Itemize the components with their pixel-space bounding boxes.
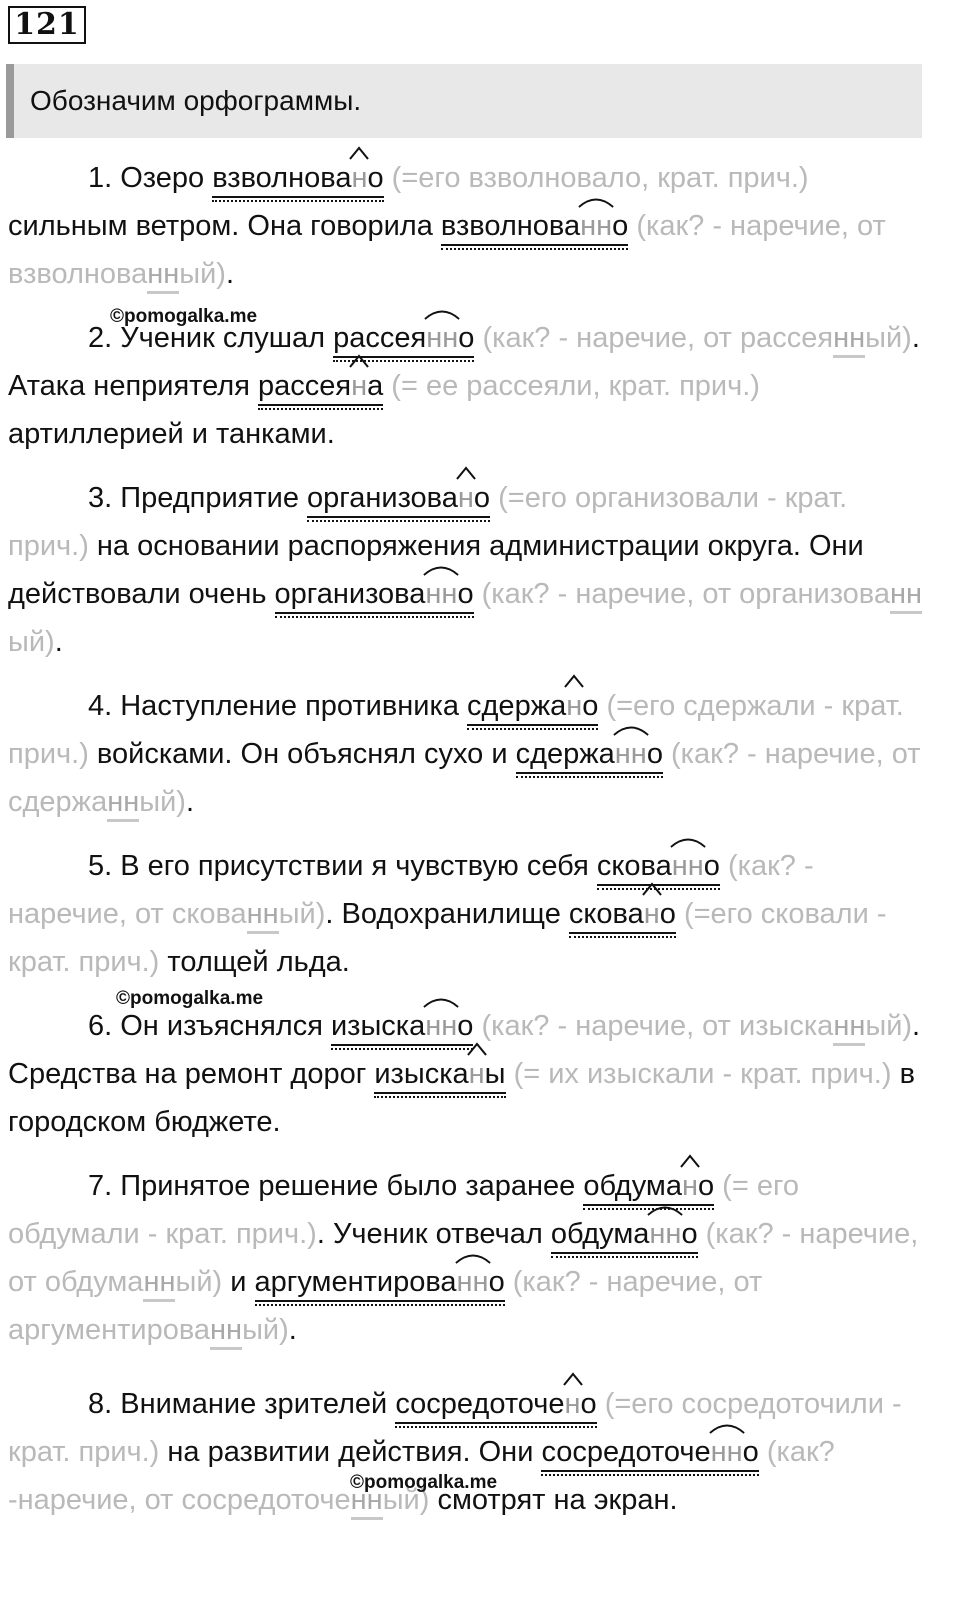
text-fragment: .: [54, 626, 63, 658]
highlighted-word: [569, 896, 676, 934]
text-fragment: ый): [242, 1314, 289, 1346]
text-fragment: [711, 1434, 743, 1470]
text-fragment: нн: [833, 321, 865, 358]
watermark: ©pomogalka.me: [110, 306, 258, 327]
text-fragment: ый): [175, 1266, 223, 1298]
suffix-arc-icon: [467, 1042, 487, 1056]
text-fragment: н: [643, 898, 660, 930]
text-fragment: о: [703, 850, 720, 882]
text-fragment: (= его обдумали - крат. прич.): [8, 1170, 800, 1250]
text-fragment: [351, 160, 367, 196]
text-fragment: н: [457, 482, 474, 514]
text-fragment: нн: [580, 210, 613, 242]
text-fragment: н: [564, 1388, 581, 1420]
suffix-arc-icon: [423, 562, 459, 576]
text-fragment: [458, 480, 474, 516]
highlighted-word: [255, 1264, 505, 1302]
text-fragment: 1. Озеро: [88, 162, 213, 194]
text-fragment: (=его взволновало, крат. прич.): [383, 162, 809, 194]
text-fragment: . Средства на ремонт дорог: [8, 1010, 921, 1090]
sentence-1: [8, 154, 928, 298]
highlighted-word: [212, 160, 383, 198]
text-fragment: (как? - наречие, от взволнова: [8, 210, 886, 290]
suffix-arc-icon: [349, 146, 369, 160]
text-fragment: 2. Ученик слушал: [88, 322, 334, 354]
text-fragment: нн: [425, 1010, 458, 1042]
sentence-3: [8, 474, 928, 666]
text-fragment: . Ученик отвечал: [316, 1218, 551, 1250]
suffix-arc-icon: [456, 466, 476, 480]
suffix-arc-icon: [455, 1250, 491, 1264]
text-fragment: [425, 1008, 457, 1044]
text-fragment: (= ее рассеяли, крат. прич.): [383, 370, 760, 402]
text-fragment: (= их изыскали - крат. прич.): [505, 1058, 892, 1090]
text-fragment: скова: [568, 898, 644, 930]
suffix-arc-icon: [680, 1154, 700, 1168]
text-fragment: о: [697, 1170, 715, 1202]
text-fragment: о: [457, 578, 474, 610]
text-fragment: взволнова: [440, 210, 581, 242]
text-fragment: [469, 1056, 485, 1092]
text-fragment: войсками. Он объяснял сухо и: [88, 738, 516, 770]
text-fragment: рассея: [333, 322, 427, 354]
text-fragment: [566, 688, 582, 724]
suffix-arc-icon: [647, 1202, 683, 1216]
text-fragment: нн: [833, 1009, 865, 1046]
text-fragment: [351, 368, 367, 404]
text-fragment: н: [468, 1058, 485, 1090]
text-fragment: 3. Предприятие: [88, 482, 308, 514]
highlighted-word: [467, 688, 598, 726]
text-fragment: . Водохранилище: [325, 898, 569, 930]
sentence-7: [8, 1162, 928, 1354]
text-fragment: (как? -наречие, от сосредоточе: [8, 1436, 835, 1516]
suffix-arc-icon: [349, 354, 369, 368]
text-fragment: организова: [274, 578, 426, 610]
text-fragment: нн: [890, 577, 922, 614]
text-fragment: нн: [210, 1313, 242, 1350]
text-fragment: о: [580, 1388, 597, 1420]
task-number: 121: [8, 6, 86, 44]
text-fragment: [565, 1386, 581, 1422]
text-fragment: (=его сковали - крат. прич.): [8, 898, 887, 978]
text-fragment: [644, 896, 660, 932]
text-fragment: сдержа: [515, 738, 615, 770]
text-fragment: смотрят на экран.: [429, 1484, 678, 1516]
suffix-arc-icon: [424, 306, 460, 320]
text-fragment: ый): [179, 258, 226, 290]
text-fragment: нн: [351, 1483, 383, 1520]
text-fragment: (как? - наречие, от обдума: [8, 1218, 919, 1298]
text-fragment: 7. Принятое решение было заранее: [88, 1170, 584, 1202]
text-fragment: 8. Внимание зрителей: [88, 1388, 396, 1420]
text-fragment: на основании распоряжения администрации округа. Они действовали очень: [8, 530, 864, 610]
text-fragment: о: [612, 210, 629, 242]
highlighted-word: [597, 848, 720, 886]
text-fragment: о: [646, 738, 663, 770]
text-fragment: ый): [8, 626, 55, 658]
text-fragment: [425, 576, 457, 612]
suffix-arc-icon: [564, 674, 584, 688]
highlighted-word: [583, 1168, 714, 1206]
text-fragment: (=его сдержали - крат. прич.): [8, 690, 904, 770]
text-fragment: изыска: [330, 1010, 426, 1042]
text-fragment: скова: [596, 850, 672, 882]
text-fragment: (как? - наречие, от рассея: [474, 322, 834, 354]
text-fragment: н: [351, 162, 368, 194]
text-fragment: изыска: [374, 1058, 469, 1090]
text-fragment: о: [488, 1266, 505, 1298]
text-fragment: и: [222, 1266, 255, 1298]
text-fragment: толщей льда.: [159, 946, 350, 978]
text-fragment: о: [742, 1436, 759, 1468]
highlighted-word: [333, 320, 474, 358]
text-fragment: (как? - наречие, от аргументирова: [8, 1266, 763, 1346]
suffix-arc-icon: [563, 1372, 583, 1386]
text-fragment: о: [458, 322, 475, 354]
sentence-6: [8, 1002, 928, 1146]
text-fragment: (как? - наречие, от организова: [473, 578, 890, 610]
text-fragment: сильным ветром. Она говорила: [8, 210, 441, 242]
highlighted-word: [441, 208, 628, 246]
suffix-arc-icon: [670, 834, 706, 848]
text-fragment: артиллерией и танками.: [8, 418, 335, 450]
highlighted-word: [395, 1386, 596, 1424]
text-fragment: [474, 322, 911, 354]
suffix-arc-icon: [423, 994, 459, 1008]
suffix-arc-icon: [709, 1420, 745, 1434]
highlighted-word: [551, 1216, 698, 1254]
text-fragment: организова: [307, 482, 458, 514]
text-fragment: обдума: [583, 1170, 682, 1202]
watermark: ©pomogalka.me: [116, 988, 264, 1009]
highlighted-word: [275, 576, 474, 614]
text-fragment: о: [659, 898, 676, 930]
text-fragment: нн: [710, 1436, 743, 1468]
text-fragment: [672, 848, 704, 884]
text-fragment: 5. В его присутствии я чувствую себя: [88, 850, 597, 882]
highlighted-word: [541, 1434, 758, 1472]
text-fragment: ый): [382, 1484, 430, 1516]
text-fragment: нн: [107, 785, 139, 822]
text-fragment: н: [566, 690, 583, 722]
text-fragment: о: [473, 482, 491, 514]
text-fragment: нн: [649, 1218, 682, 1250]
text-fragment: о: [681, 1218, 698, 1250]
text-fragment: 6. Он изъяснялся: [88, 1010, 331, 1042]
text-fragment: аргументирова: [254, 1266, 457, 1298]
text-fragment: нн: [247, 897, 279, 934]
text-fragment: н: [681, 1170, 698, 1202]
text-fragment: в городском бюджете.: [8, 1058, 915, 1138]
text-fragment: . Атака неприятеля: [8, 322, 920, 402]
text-fragment: ый): [865, 1010, 913, 1042]
text-fragment: [615, 736, 647, 772]
text-fragment: [426, 320, 458, 356]
text-fragment: ый): [139, 786, 186, 818]
text-fragment: ы: [484, 1058, 506, 1090]
text-fragment: нн: [671, 850, 704, 882]
text-fragment: нн: [614, 738, 647, 770]
text-fragment: 4. Наступление противника: [88, 690, 468, 722]
text-fragment: сосредоточе: [395, 1388, 565, 1420]
text-fragment: взволнова: [212, 162, 352, 194]
highlighted-word: [374, 1056, 505, 1094]
highlighted-word: [258, 368, 383, 406]
text-fragment: (=его сосредоточили - крат. прич.): [8, 1388, 902, 1468]
highlighted-word: [516, 736, 663, 774]
highlighted-word: [331, 1008, 473, 1046]
text-fragment: (=его организовали - крат. прич.): [8, 482, 848, 562]
text-fragment: нн: [147, 257, 179, 294]
text-fragment: а: [367, 370, 384, 402]
text-fragment: обдума: [550, 1218, 650, 1250]
instruction-text: Обозначим орфограммы.: [30, 85, 362, 116]
text-fragment: (как? - наречие, от скова: [8, 850, 814, 930]
highlighted-word: [307, 480, 490, 518]
sentence-4: [8, 682, 928, 826]
text-fragment: [457, 1264, 489, 1300]
text-fragment: [682, 1168, 698, 1204]
text-fragment: нн: [425, 578, 458, 610]
suffix-arc-icon: [578, 194, 614, 208]
text-fragment: нн: [143, 1265, 175, 1302]
text-fragment: .: [288, 1314, 297, 1346]
text-fragment: рассея: [257, 370, 352, 402]
text-fragment: .: [225, 258, 235, 290]
text-fragment: нн: [426, 322, 459, 354]
text-fragment: на развитии действия. Они: [159, 1436, 542, 1468]
watermark: ©pomogalka.me: [350, 1472, 498, 1493]
text-fragment: о: [457, 1010, 474, 1042]
suffix-arc-icon: [642, 882, 662, 896]
text-fragment: [649, 1216, 681, 1252]
text-fragment: .: [185, 786, 195, 818]
sentence-5: [8, 842, 928, 986]
text-fragment: ый): [865, 322, 912, 354]
text-fragment: сдержа: [467, 690, 567, 722]
text-fragment: (как? - наречие, от изыска: [473, 1010, 834, 1042]
text-fragment: о: [582, 690, 599, 722]
text-fragment: о: [367, 162, 384, 194]
text-fragment: нн: [456, 1266, 489, 1298]
text-fragment: ый): [278, 898, 326, 930]
sentence-8: [8, 1380, 928, 1524]
text-fragment: [473, 1010, 912, 1042]
text-fragment: сосредоточе: [541, 1436, 711, 1468]
text-fragment: (как? - наречие, от сдержа: [8, 738, 921, 818]
suffix-arc-icon: [613, 722, 649, 736]
instruction-box: [6, 64, 922, 138]
sentence-2: [8, 314, 928, 458]
text-fragment: [580, 208, 612, 244]
text-fragment: н: [351, 370, 368, 402]
